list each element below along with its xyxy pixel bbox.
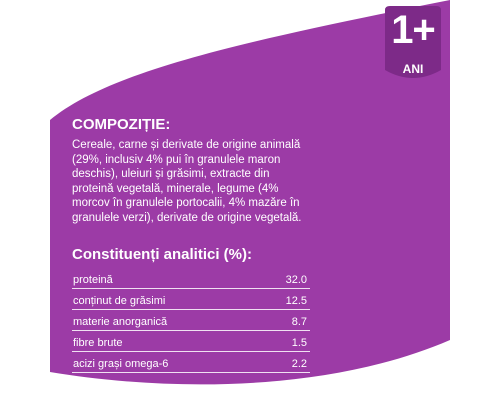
analytics-title: Constituenți analitici (%):: [72, 245, 252, 263]
label-content: [72, 116, 310, 373]
age-badge: [382, 4, 444, 82]
analytics-row: [72, 331, 310, 352]
analytics-label: acizi grași omega-6: [73, 357, 169, 370]
analytics-value: 2.2: [291, 357, 307, 370]
age-number: 1+: [391, 8, 435, 52]
analytics-value: 32.0: [285, 273, 307, 286]
analytics-row: [72, 289, 310, 310]
analytics-row: [72, 268, 310, 289]
analytics-label: proteină: [73, 273, 113, 286]
analytics-table: [72, 268, 310, 373]
analytics-value: 12.5: [285, 294, 307, 307]
analytics-label: fibre brute: [73, 336, 123, 349]
composition-text: Cereale, carne și derivate de origine animală (29%, inclusiv 4% pui în granulele maron deschis), uleiuri și grăsimi, extracte din proteină vegetală, minerale, legume (4% morcov în granulele portocalii, 4% mazăre în granulele verzi), derivate de origine vegetală.: [72, 139, 302, 224]
analytics-value: 8.7: [291, 315, 307, 328]
analytics-label: conținut de grăsimi: [73, 294, 166, 307]
product-label-panel: [50, 0, 450, 400]
analytics-row: [72, 352, 310, 373]
analytics-row: [72, 310, 310, 331]
analytics-label: materie anorganică: [73, 315, 168, 328]
age-unit: ANI: [402, 62, 424, 76]
composition-title: COMPOZIȚIE:: [72, 116, 171, 133]
analytics-value: 1.5: [291, 336, 307, 349]
